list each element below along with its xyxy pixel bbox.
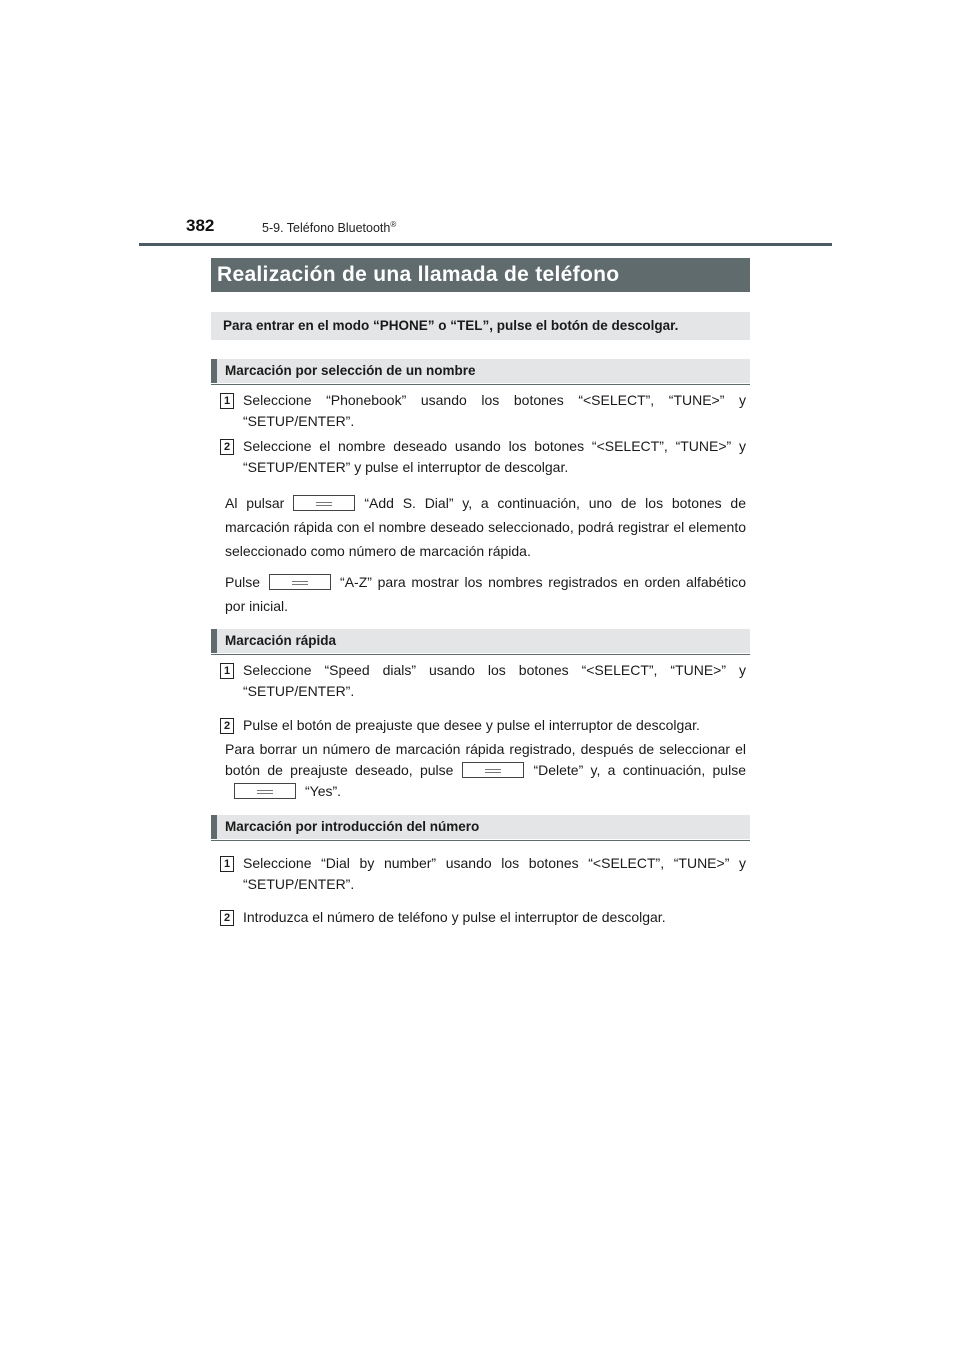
section-heading-number-dial: Marcación por introducción del número: [211, 815, 750, 839]
page-title: Realización de una llamada de teléfono: [211, 258, 750, 292]
intro-box: Para entrar en el modo “PHONE” o “TEL”, pulse el botón de descolgar.: [211, 312, 750, 340]
section-heading-speed-dial: Marcación rápida: [211, 629, 750, 653]
step-text: Seleccione “Phonebook” usando los botones “<SELECT”, “TUNE>” y “SETUP/ENTER”.: [243, 392, 746, 429]
softkey-icon: [293, 495, 355, 511]
step-badge: 1: [220, 663, 234, 679]
header-rule: [139, 243, 832, 246]
page-number: 382: [186, 216, 215, 235]
note-text: “Delete” y, a continuación, pulse: [533, 762, 746, 778]
breadcrumb: [262, 220, 396, 235]
note-paragraph: [225, 570, 746, 618]
note-text: “Yes”.: [305, 783, 342, 799]
note-text: Pulse: [225, 574, 261, 590]
step-badge: 1: [220, 393, 234, 409]
note-text: “Add S. Dial” y, a continuación, uno de los botones de marcación rápida con el nombre deseado seleccionado, podrá registrar el elemento seleccionado como número de marcación rápida.: [225, 495, 747, 559]
note-paragraph: [225, 739, 746, 802]
step-text: Pulse el botón de preajuste que desee y pulse el interruptor de descolgar.: [243, 717, 700, 733]
step-badge: 2: [220, 910, 234, 926]
softkey-icon: [462, 762, 524, 778]
note-text: “A-Z” para mostrar los nombres registrados en orden alfabético por inicial.: [225, 574, 746, 614]
note-paragraph: [225, 491, 746, 563]
softkey-icon: [234, 783, 296, 799]
step-badge: 1: [220, 856, 234, 872]
step-badge: 2: [220, 439, 234, 455]
softkey-icon: [269, 574, 331, 590]
step-badge: 2: [220, 718, 234, 734]
note-text: Para borrar un número de marcación rápida registrado, después de seleccionar el botón de preajuste deseado, pulse: [225, 741, 746, 778]
section-heading-name-dial: Marcación por selección de un nombre: [211, 359, 750, 383]
breadcrumb-text: 5-9. Teléfono Bluetooth: [262, 221, 391, 236]
step-text: Seleccione “Speed dials” usando los botones “<SELECT”, “TUNE>” y “SETUP/ENTER”.: [243, 662, 746, 699]
step-text: Seleccione el nombre deseado usando los botones “<SELECT”, “TUNE>” y “SETUP/ENTER” y pulse el interruptor de descolgar.: [243, 438, 746, 475]
step-text: Introduzca el número de teléfono y pulse el interruptor de descolgar.: [243, 909, 666, 925]
step-text: Seleccione “Dial by number” usando los botones “<SELECT”, “TUNE>” y “SETUP/ENTER”.: [243, 855, 746, 892]
registered-mark: ®: [390, 220, 397, 229]
note-text: Al pulsar: [225, 495, 285, 511]
